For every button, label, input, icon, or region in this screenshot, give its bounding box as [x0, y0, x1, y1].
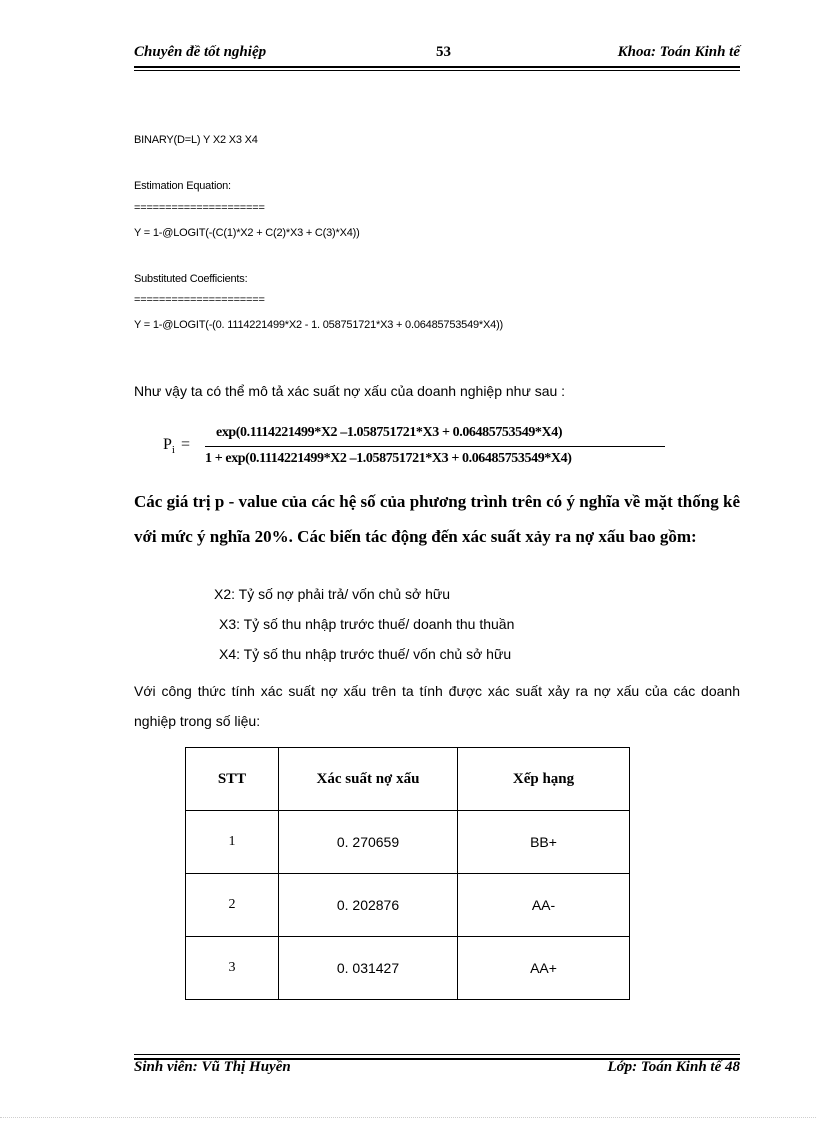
table-row [186, 874, 630, 937]
footer-rule-thin [134, 1054, 740, 1055]
table-header-row [186, 748, 630, 811]
header-rule-thin [134, 70, 740, 71]
cell-stt: 1 [186, 811, 279, 874]
variable-x4: X4: Tỷ số thu nhập trước thuế/ vốn chủ sở hữu [219, 646, 512, 662]
estimation-equation: Y = 1-@LOGIT(-(C(1)*X2 + C(2)*X3 + C(3)*X4)) [134, 227, 360, 239]
formula-numerator: exp(0.1114221499*X2 –1.058751721*X3 + 0.06485753549*X4) [216, 425, 563, 440]
cell-rating: BB+ [458, 811, 630, 874]
cell-probability: 0. 031427 [279, 937, 458, 1000]
header-rule [134, 66, 740, 68]
cell-stt: 3 [186, 937, 279, 1000]
eviews-command: BINARY(D=L) Y X2 X3 X4 [134, 134, 258, 146]
variable-x3: X3: Tỷ số thu nhập trước thuế/ doanh thu thuần [219, 616, 515, 632]
formula-sub-i: i [171, 444, 175, 457]
header-rating: Xếp hạng [458, 748, 630, 811]
estimation-title: Estimation Equation: [134, 180, 231, 192]
footer-student: Sinh viên: Vũ Thị Huyền [134, 1059, 291, 1075]
cell-rating: AA- [458, 874, 630, 937]
cell-probability: 0. 270659 [279, 811, 458, 874]
formula-equals: = [180, 436, 190, 453]
substituted-equation: Y = 1-@LOGIT(-(0. 1114221499*X2 - 1. 058751721*X3 + 0.06485753549*X4)) [134, 319, 503, 331]
page-bottom-edge [0, 1117, 816, 1118]
intro-sentence: Như vậy ta có thể mô tả xác suất nợ xấu của doanh nghiệp như sau : [134, 383, 566, 399]
table-row [186, 811, 630, 874]
formula-denominator: 1 + exp(0.1114221499*X2 –1.058751721*X3 + 0.06485753549*X4) [205, 451, 572, 466]
substituted-title: Substituted Coefficients: [134, 273, 248, 285]
cell-stt: 2 [186, 874, 279, 937]
significance-paragraph: Các giá trị p - value của các hệ số của phương trình trên có ý nghĩa về mặt thống kê với mức ý nghĩa 20%. Các biến tác động đến xác suất xảy ra nợ xấu bao gồm: [134, 492, 740, 546]
table-row [186, 937, 630, 1000]
header-probability: Xác suất nợ xấu [279, 748, 458, 811]
variable-x2: X2: Tỷ số nợ phải trả/ vốn chủ sở hữu [214, 586, 451, 602]
footer-class: Lớp: Toán Kinh tế 48 [607, 1059, 740, 1075]
formula-fraction-bar [205, 446, 665, 447]
formula-lhs [163, 436, 190, 456]
cell-rating: AA+ [458, 937, 630, 1000]
header-left-title: Chuyên đề tốt nghiệp [134, 44, 267, 60]
separator-1: ===================== [134, 202, 265, 214]
probability-table [185, 747, 630, 1000]
separator-2: ===================== [134, 294, 265, 306]
table-intro: Với công thức tính xác suất nợ xấu trên ta tính được xác suất xảy ra nợ xấu của các doanh nghiệp trong số liệu: [134, 683, 740, 729]
header-right-title: Khoa: Toán Kinh tế [617, 44, 740, 60]
page-number: 53 [436, 44, 451, 60]
header-stt: STT [186, 748, 279, 811]
formula-p: P [163, 436, 172, 453]
cell-probability: 0. 202876 [279, 874, 458, 937]
